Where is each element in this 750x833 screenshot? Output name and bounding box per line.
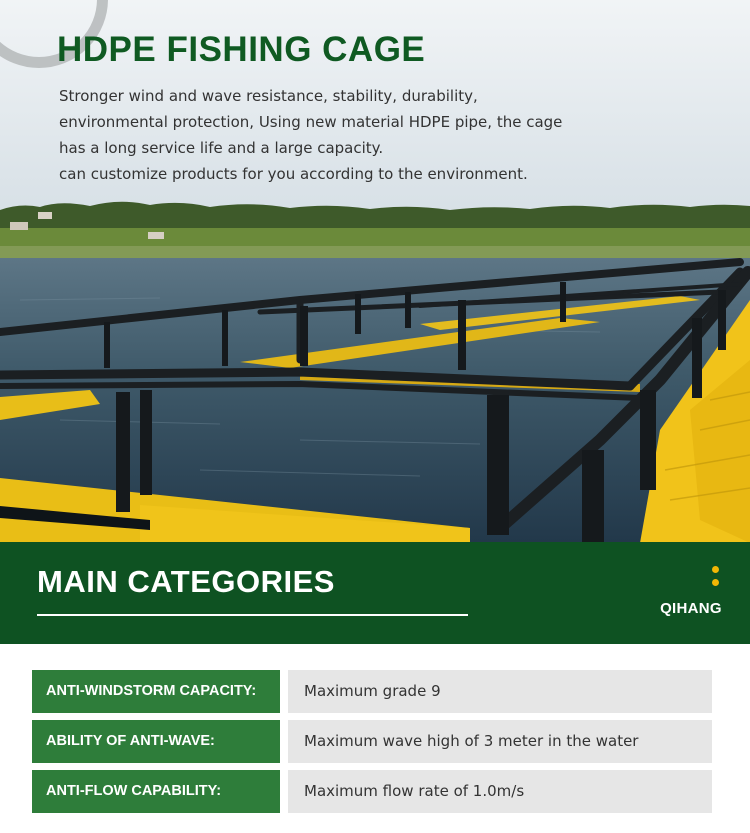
spec-value: Maximum flow rate of 1.0m/s [288, 770, 712, 813]
description-line: has a long service life and a large capacity. [59, 139, 384, 157]
title-underline [37, 614, 468, 616]
spec-row [32, 670, 712, 713]
hero-description [59, 83, 619, 187]
spec-value: Maximum wave high of 3 meter in the water [288, 720, 712, 763]
brand-logo-text: QIHANG [660, 600, 722, 617]
spec-label: ANTI-FLOW CAPABILITY: [32, 770, 280, 813]
description-line: can customize products for you according to the environment. [59, 165, 528, 183]
description-line: environmental protection, Using new material HDPE pipe, the cage [59, 113, 563, 131]
dots-icon [712, 566, 720, 592]
section-title: MAIN CATEGORIES [37, 564, 335, 599]
spec-value: Maximum grade 9 [288, 670, 712, 713]
spec-row [32, 720, 712, 763]
hero-title: HDPE FISHING CAGE [57, 30, 426, 69]
spec-label: ANTI-WINDSTORM CAPACITY: [32, 670, 280, 713]
spec-label: ABILITY OF ANTI-WAVE: [32, 720, 280, 763]
spec-row [32, 770, 712, 813]
description-line: Stronger wind and wave resistance, stability, durability, [59, 87, 478, 105]
categories-banner [0, 542, 750, 644]
